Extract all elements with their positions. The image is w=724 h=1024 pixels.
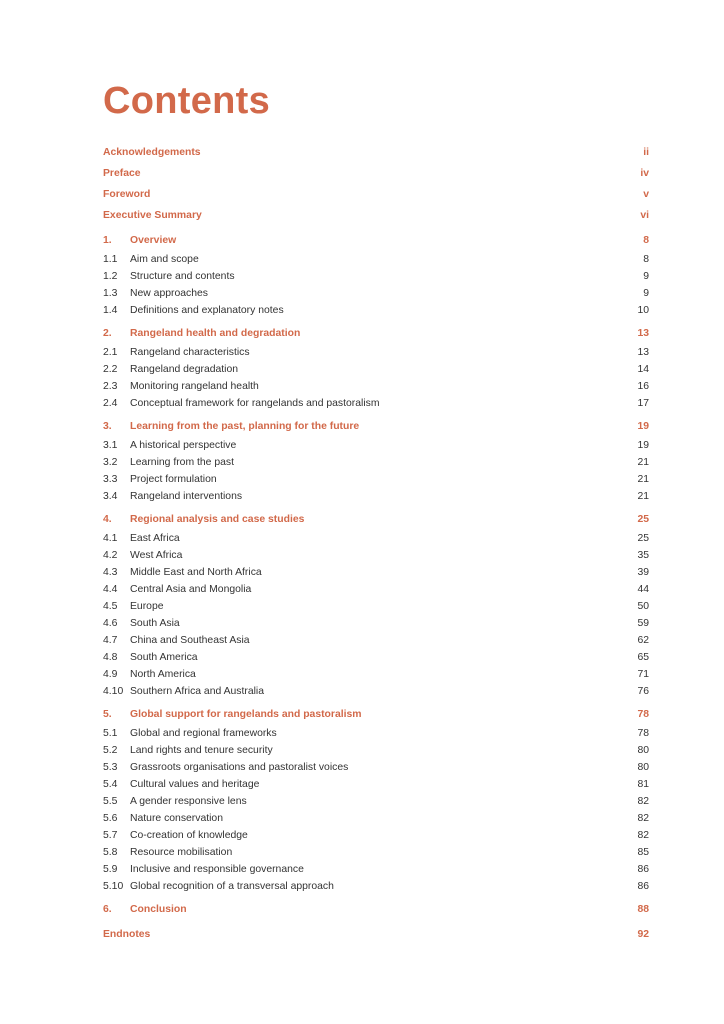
toc-section-entry[interactable] xyxy=(103,810,649,827)
entry-number: 1.4 xyxy=(103,305,118,316)
entry-title: Conceptual framework for rangelands and pastoralism xyxy=(130,398,380,409)
entry-title: Learning from the past xyxy=(130,457,234,468)
entry-title: Global support for rangelands and pastoralism xyxy=(130,709,362,720)
entry-number: 5.3 xyxy=(103,762,118,773)
entry-title: A gender responsive lens xyxy=(130,796,247,807)
entry-number: 5.4 xyxy=(103,779,118,790)
entry-page-number: ii xyxy=(643,147,649,158)
toc-chapter-heading[interactable] xyxy=(103,230,649,251)
entry-number: 2.1 xyxy=(103,347,118,358)
entry-page-number: 10 xyxy=(637,305,649,316)
entry-number: 2.4 xyxy=(103,398,118,409)
entry-number: 1.3 xyxy=(103,288,118,299)
entry-title: Rangeland health and degradation xyxy=(130,328,301,339)
entry-page-number: vi xyxy=(640,210,649,221)
entry-number: 4.5 xyxy=(103,601,118,612)
toc-section-entry[interactable] xyxy=(103,344,649,361)
entry-title: Southern Africa and Australia xyxy=(130,686,265,697)
entry-number: 5.5 xyxy=(103,796,118,807)
entry-page-number: 25 xyxy=(637,514,649,525)
entry-title: Learning from the past, planning for the future xyxy=(130,421,360,432)
entry-number: 5.9 xyxy=(103,864,118,875)
table-of-contents xyxy=(103,142,649,945)
entry-page-number: 21 xyxy=(637,491,649,502)
entry-number: 4.4 xyxy=(103,584,118,595)
toc-chapter-heading[interactable] xyxy=(103,704,649,725)
toc-front-matter-entry[interactable] xyxy=(103,205,649,226)
toc-section-entry[interactable] xyxy=(103,454,649,471)
entry-title: Executive Summary xyxy=(103,210,202,221)
entry-number: 5.2 xyxy=(103,745,118,756)
entry-title: Project formulation xyxy=(130,474,217,485)
entry-title: New approaches xyxy=(130,288,208,299)
entry-title: Global and regional frameworks xyxy=(130,728,277,739)
entry-page-number: 82 xyxy=(637,796,649,807)
entry-number: 1.1 xyxy=(103,254,118,265)
entry-page-number: 19 xyxy=(637,440,649,451)
entry-number: 5. xyxy=(103,709,112,720)
entry-page-number: 9 xyxy=(643,271,649,282)
toc-section-entry[interactable] xyxy=(103,395,649,412)
entry-page-number: iv xyxy=(640,168,649,179)
toc-section-entry[interactable] xyxy=(103,268,649,285)
entry-page-number: 16 xyxy=(637,381,649,392)
toc-section-entry[interactable] xyxy=(103,251,649,268)
entry-title: Global recognition of a transversal approach xyxy=(130,881,334,892)
toc-chapter-heading[interactable] xyxy=(103,323,649,344)
toc-section-entry[interactable] xyxy=(103,632,649,649)
entry-number: 5.8 xyxy=(103,847,118,858)
entry-title: Rangeland interventions xyxy=(130,491,243,502)
entry-number: 4.1 xyxy=(103,533,118,544)
entry-page-number: 8 xyxy=(643,254,649,265)
toc-section-entry[interactable] xyxy=(103,530,649,547)
toc-front-matter-entry[interactable] xyxy=(103,163,649,184)
entry-page-number: 85 xyxy=(637,847,649,858)
entry-page-number: 14 xyxy=(637,364,649,375)
toc-section-entry[interactable] xyxy=(103,581,649,598)
toc-section-entry[interactable] xyxy=(103,302,649,319)
entry-number: 5.1 xyxy=(103,728,118,739)
entry-number: 4.6 xyxy=(103,618,118,629)
entry-title: Europe xyxy=(130,601,164,612)
toc-back-matter-entry[interactable] xyxy=(103,924,649,945)
entry-number: 4.10 xyxy=(103,686,124,697)
entry-page-number: 88 xyxy=(637,904,649,915)
entry-page-number: 50 xyxy=(637,601,649,612)
entry-page-number: 71 xyxy=(637,669,649,680)
entry-title: Co-creation of knowledge xyxy=(130,830,248,841)
entry-page-number: v xyxy=(643,189,649,200)
entry-title: West Africa xyxy=(130,550,183,561)
entry-number: 4.2 xyxy=(103,550,118,561)
entry-page-number: 35 xyxy=(637,550,649,561)
toc-section-entry[interactable] xyxy=(103,742,649,759)
entry-number: 4.8 xyxy=(103,652,118,663)
entry-title: Preface xyxy=(103,168,141,179)
toc-section-entry[interactable] xyxy=(103,683,649,700)
toc-section-entry[interactable] xyxy=(103,759,649,776)
entry-title: A historical perspective xyxy=(130,440,237,451)
entry-title: Endnotes xyxy=(103,929,151,940)
entry-title: Aim and scope xyxy=(130,254,199,265)
entry-number: 4.3 xyxy=(103,567,118,578)
entry-title: Grassroots organisations and pastoralist voices xyxy=(130,762,349,773)
entry-page-number: 78 xyxy=(637,709,649,720)
entry-number: 2. xyxy=(103,328,112,339)
toc-section-entry[interactable] xyxy=(103,666,649,683)
entry-title: Regional analysis and case studies xyxy=(130,514,305,525)
entry-number: 4.7 xyxy=(103,635,118,646)
entry-title: Overview xyxy=(130,235,177,246)
entry-number: 3. xyxy=(103,421,112,432)
entry-title: East Africa xyxy=(130,533,180,544)
toc-section-entry[interactable] xyxy=(103,861,649,878)
entry-page-number: 65 xyxy=(637,652,649,663)
toc-chapter-heading[interactable] xyxy=(103,509,649,530)
entry-page-number: 86 xyxy=(637,881,649,892)
entry-number: 5.6 xyxy=(103,813,118,824)
entry-page-number: 80 xyxy=(637,745,649,756)
toc-front-matter-entry[interactable] xyxy=(103,184,649,205)
entry-number: 3.2 xyxy=(103,457,118,468)
toc-section-entry[interactable] xyxy=(103,615,649,632)
toc-section-entry[interactable] xyxy=(103,725,649,742)
toc-section-entry[interactable] xyxy=(103,564,649,581)
entry-page-number: 80 xyxy=(637,762,649,773)
entry-title: Nature conservation xyxy=(130,813,223,824)
toc-section-entry[interactable] xyxy=(103,285,649,302)
toc-section-entry[interactable] xyxy=(103,776,649,793)
entry-page-number: 81 xyxy=(637,779,649,790)
entry-title: Rangeland degradation xyxy=(130,364,239,375)
entry-number: 6. xyxy=(103,904,112,915)
toc-section-entry[interactable] xyxy=(103,437,649,454)
toc-section-entry[interactable] xyxy=(103,471,649,488)
entry-number: 3.1 xyxy=(103,440,118,451)
toc-section-entry[interactable] xyxy=(103,878,649,895)
entry-page-number: 78 xyxy=(637,728,649,739)
entry-title: Land rights and tenure security xyxy=(130,745,273,756)
entry-title: Monitoring rangeland health xyxy=(130,381,259,392)
toc-section-entry[interactable] xyxy=(103,649,649,666)
entry-title: North America xyxy=(130,669,196,680)
toc-section-entry[interactable] xyxy=(103,488,649,505)
entry-number: 3.3 xyxy=(103,474,118,485)
toc-section-entry[interactable] xyxy=(103,361,649,378)
entry-page-number: 13 xyxy=(637,328,649,339)
toc-section-entry[interactable] xyxy=(103,547,649,564)
entry-title: South America xyxy=(130,652,198,663)
entry-title: Cultural values and heritage xyxy=(130,779,260,790)
entry-number: 2.3 xyxy=(103,381,118,392)
toc-front-matter-entry[interactable] xyxy=(103,142,649,163)
entry-page-number: 8 xyxy=(643,235,649,246)
entry-number: 1. xyxy=(103,235,112,246)
entry-title: Acknowledgements xyxy=(103,147,201,158)
entry-page-number: 25 xyxy=(637,533,649,544)
entry-page-number: 39 xyxy=(637,567,649,578)
entry-title: Definitions and explanatory notes xyxy=(130,305,284,316)
entry-title: Resource mobilisation xyxy=(130,847,233,858)
entry-page-number: 19 xyxy=(637,421,649,432)
entry-title: Inclusive and responsible governance xyxy=(130,864,304,875)
entry-page-number: 76 xyxy=(637,686,649,697)
entry-title: China and Southeast Asia xyxy=(130,635,250,646)
entry-page-number: 82 xyxy=(637,813,649,824)
entry-page-number: 92 xyxy=(637,929,649,940)
entry-page-number: 21 xyxy=(637,474,649,485)
entry-title: Foreword xyxy=(103,189,151,200)
entry-number: 5.7 xyxy=(103,830,118,841)
entry-title: Central Asia and Mongolia xyxy=(130,584,252,595)
entry-title: Structure and contents xyxy=(130,271,235,282)
entry-page-number: 82 xyxy=(637,830,649,841)
entry-page-number: 44 xyxy=(637,584,649,595)
entry-page-number: 13 xyxy=(637,347,649,358)
toc-section-entry[interactable] xyxy=(103,844,649,861)
toc-chapter-heading[interactable] xyxy=(103,416,649,437)
toc-section-entry[interactable] xyxy=(103,598,649,615)
entry-title: Middle East and North Africa xyxy=(130,567,262,578)
entry-page-number: 62 xyxy=(637,635,649,646)
toc-section-entry[interactable] xyxy=(103,827,649,844)
entry-page-number: 21 xyxy=(637,457,649,468)
entry-title: South Asia xyxy=(130,618,180,629)
entry-page-number: 59 xyxy=(637,618,649,629)
entry-title: Conclusion xyxy=(130,904,187,915)
entry-number: 3.4 xyxy=(103,491,118,502)
entry-number: 1.2 xyxy=(103,271,118,282)
entry-page-number: 86 xyxy=(637,864,649,875)
entry-title: Rangeland characteristics xyxy=(130,347,250,358)
toc-section-entry[interactable] xyxy=(103,378,649,395)
page-title: Contents xyxy=(103,80,271,122)
toc-chapter-heading[interactable] xyxy=(103,899,649,920)
entry-number: 2.2 xyxy=(103,364,118,375)
entry-number: 4.9 xyxy=(103,669,118,680)
toc-section-entry[interactable] xyxy=(103,793,649,810)
entry-page-number: 9 xyxy=(643,288,649,299)
entry-page-number: 17 xyxy=(637,398,649,409)
entry-number: 4. xyxy=(103,514,112,525)
entry-number: 5.10 xyxy=(103,881,124,892)
